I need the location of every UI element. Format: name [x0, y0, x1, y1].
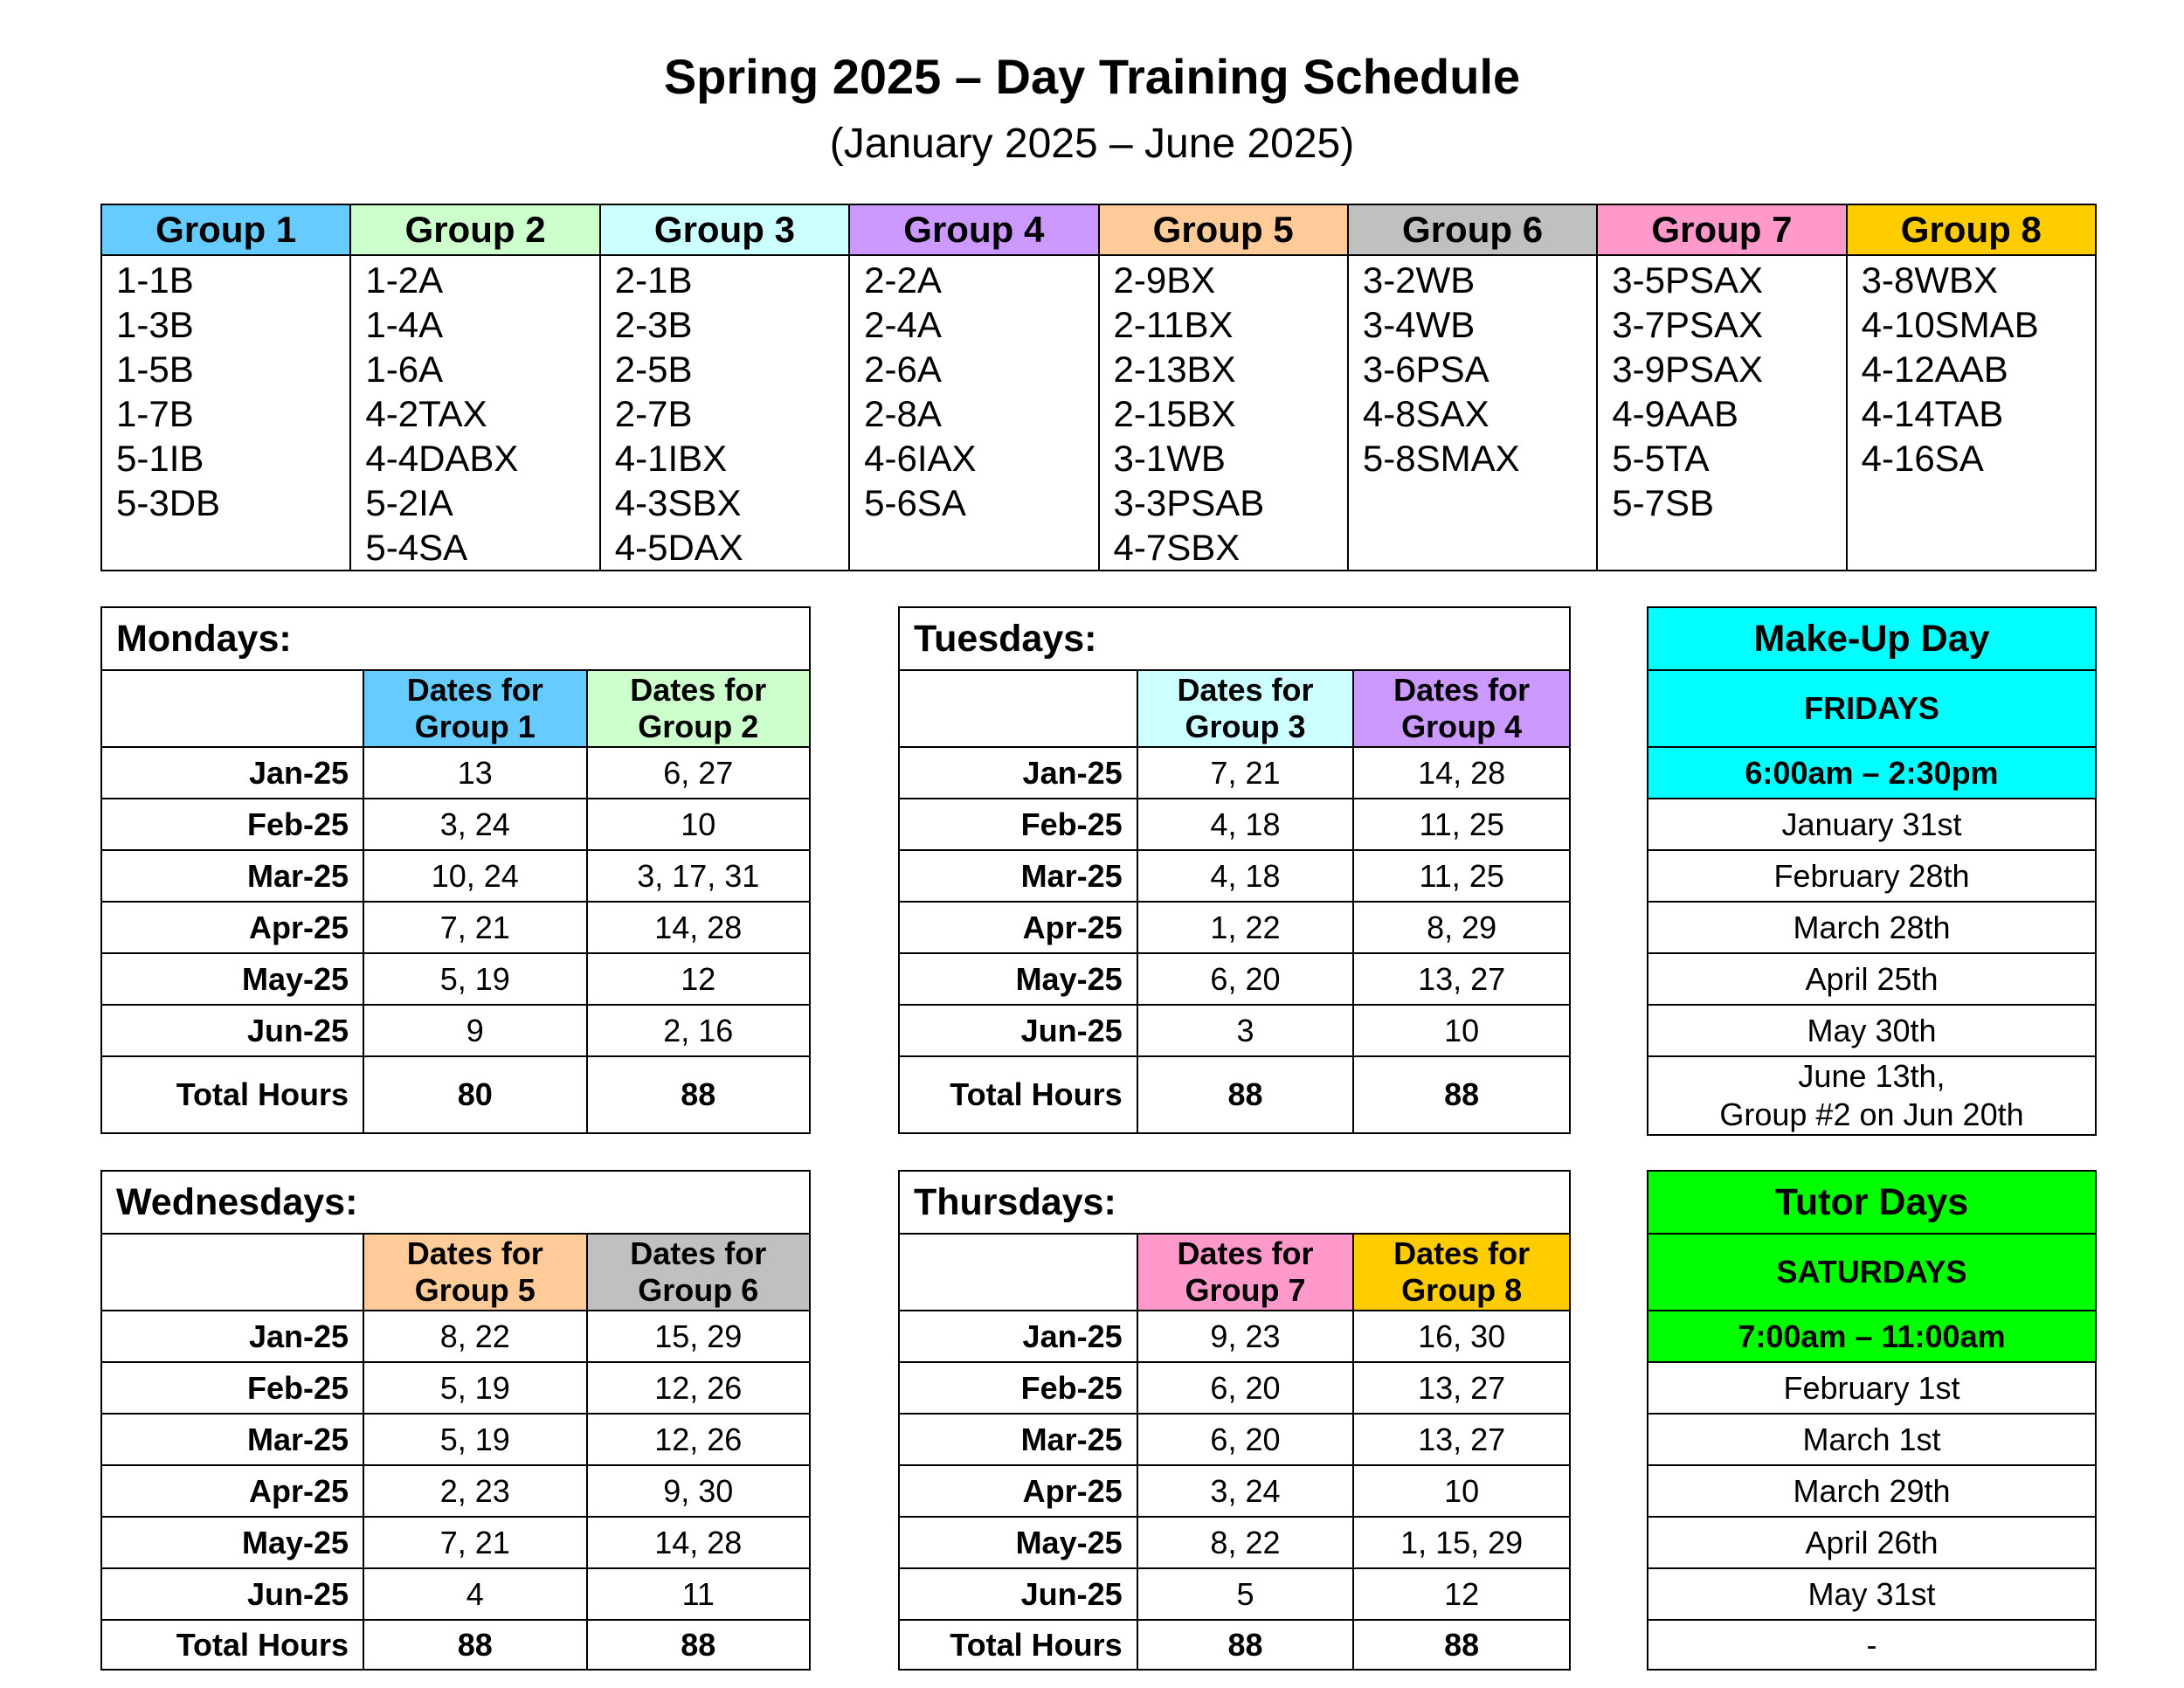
column-header-b: [587, 1234, 810, 1311]
group-member: 2-4A: [864, 304, 942, 345]
dates-cell-a: 3, 24: [363, 799, 586, 850]
group-member: 1-5B: [116, 349, 194, 390]
dates-cell-a: 4: [363, 1568, 586, 1620]
column-header-b: [1353, 670, 1570, 747]
table-row: [101, 1005, 810, 1056]
column-header-line: Group 8: [1401, 1272, 1523, 1308]
tutor-date: May 31st: [1648, 1568, 2096, 1620]
group-member: 3-6PSA: [1362, 349, 1489, 390]
total-label: Total Hours: [899, 1056, 1137, 1133]
dates-cell-a: 7, 21: [1137, 747, 1354, 799]
group-member: 3-4WB: [1362, 304, 1476, 345]
month-cell: May-25: [899, 1517, 1137, 1568]
group-members-8: [1847, 255, 2096, 571]
table-row: [101, 902, 810, 953]
wednesdays-table: [100, 1170, 811, 1671]
month-cell: Feb-25: [101, 799, 363, 850]
thursdays-table: [898, 1170, 1571, 1671]
table-row: [899, 902, 1570, 953]
group-header-2: Group 2: [350, 204, 599, 255]
groups-members-row: [101, 255, 2096, 571]
month-cell: Feb-25: [101, 1362, 363, 1414]
month-cell: Feb-25: [899, 799, 1137, 850]
total-b: 88: [1353, 1620, 1570, 1670]
group-member: 5-7SB: [1612, 482, 1714, 523]
table-row: [899, 747, 1570, 799]
dates-cell-b: 14, 28: [587, 902, 810, 953]
page-title: Spring 2025 – Day Training Schedule: [663, 49, 1521, 104]
dates-cell-b: 12, 26: [587, 1414, 810, 1465]
column-header-line: Dates for: [630, 672, 767, 708]
groups-table: [100, 204, 2097, 571]
group-member: 2-6A: [864, 349, 942, 390]
group-member: 2-3B: [614, 304, 693, 345]
dates-cell-a: 6, 20: [1137, 1362, 1354, 1414]
group-members-5: [1099, 255, 1348, 571]
month-cell: Jan-25: [899, 747, 1137, 799]
group-member: 5-6SA: [864, 482, 966, 523]
dates-cell-a: 6, 20: [1137, 1414, 1354, 1465]
group-members-1: [101, 255, 350, 571]
total-a: 80: [363, 1056, 586, 1133]
dates-cell-a: 6, 20: [1137, 953, 1354, 1005]
group-member: 5-8SMAX: [1362, 438, 1520, 479]
group-member: 3-7PSAX: [1612, 304, 1764, 345]
dates-cell-a: 5, 19: [363, 1362, 586, 1414]
group-member: 1-7B: [116, 393, 194, 434]
day-title: Tuesdays:: [899, 607, 1570, 670]
dates-cell-b: 12, 26: [587, 1362, 810, 1414]
group-member: 2-9BX: [1113, 259, 1216, 301]
column-header-line: Group 4: [1401, 709, 1523, 744]
group-members-4: [849, 255, 1098, 571]
total-label: Total Hours: [101, 1620, 363, 1670]
month-cell: Apr-25: [101, 1465, 363, 1517]
makeup-date: April 25th: [1648, 953, 2096, 1005]
group-members-3: [600, 255, 849, 571]
column-header-line: Group 2: [638, 709, 759, 744]
total-label: Total Hours: [899, 1620, 1137, 1670]
dates-cell-a: 2, 23: [363, 1465, 586, 1517]
table-row: [899, 1568, 1570, 1620]
tutor-date: -: [1648, 1620, 2096, 1670]
makeup-last-line1: June 13th,: [1798, 1058, 1946, 1094]
total-row: [899, 1056, 1570, 1133]
column-header-line: Group 6: [638, 1272, 759, 1308]
group-member: 3-5PSAX: [1612, 259, 1764, 301]
dates-cell-b: 16, 30: [1353, 1311, 1570, 1362]
dates-cell-b: 3, 17, 31: [587, 850, 810, 902]
makeup-date: January 31st: [1648, 799, 2096, 850]
group-member: 4-10SMAB: [1861, 304, 2039, 345]
mondays-table: [100, 606, 811, 1134]
table-row: [101, 953, 810, 1005]
group-members-6: [1348, 255, 1597, 571]
group-header-1: Group 1: [101, 204, 350, 255]
dates-cell-b: 11: [587, 1568, 810, 1620]
table-row: [101, 1362, 810, 1414]
column-header-line: Group 1: [414, 709, 536, 744]
makeup-last-line2: Group #2 on Jun 20th: [1719, 1097, 2024, 1132]
group-member: 4-6IAX: [864, 438, 977, 479]
month-cell: Jan-25: [899, 1311, 1137, 1362]
group-member: 4-12AAB: [1861, 349, 2008, 390]
group-member: 1-6A: [365, 349, 444, 390]
group-member: 1-1B: [116, 259, 194, 301]
dates-cell-a: 5, 19: [363, 953, 586, 1005]
column-header-line: Dates for: [630, 1235, 767, 1271]
tutor-days-table: [1647, 1170, 2097, 1671]
dates-cell-a: 9, 23: [1137, 1311, 1354, 1362]
dates-cell-a: 5: [1137, 1568, 1354, 1620]
month-cell: Mar-25: [101, 850, 363, 902]
total-b: 88: [587, 1056, 810, 1133]
dates-cell-b: 10: [1353, 1465, 1570, 1517]
dates-cell-b: 9, 30: [587, 1465, 810, 1517]
page-subtitle: (January 2025 – June 2025): [829, 121, 1355, 167]
column-header-line: Dates for: [1177, 1235, 1314, 1271]
dates-cell-b: 11, 25: [1353, 799, 1570, 850]
total-a: 88: [1137, 1056, 1354, 1133]
group-member: 5-1IB: [116, 438, 204, 479]
dates-cell-b: 14, 28: [1353, 747, 1570, 799]
day-title: Mondays:: [101, 607, 810, 670]
group-member: 2-15BX: [1113, 393, 1236, 434]
column-header-line: Group 3: [1185, 709, 1306, 744]
tutor-date: February 1st: [1648, 1362, 2096, 1414]
table-row: [899, 953, 1570, 1005]
group-member: 4-9AAB: [1612, 393, 1738, 434]
column-header-line: Dates for: [1177, 672, 1314, 708]
groups-header-row: [101, 204, 2096, 255]
makeup-date: February 28th: [1648, 850, 2096, 902]
group-member: 4-3SBX: [614, 482, 742, 523]
group-member: 4-7SBX: [1113, 527, 1241, 568]
dates-cell-a: 3: [1137, 1005, 1354, 1056]
total-a: 88: [1137, 1620, 1354, 1670]
table-row: [899, 1362, 1570, 1414]
group-header-8: Group 8: [1847, 204, 2096, 255]
group-member: 4-16SA: [1861, 438, 1984, 479]
month-cell: May-25: [899, 953, 1137, 1005]
group-member: 4-5DAX: [614, 527, 743, 568]
corner-cell: [899, 670, 1137, 747]
column-header-line: Dates for: [1393, 1235, 1531, 1271]
dates-cell-b: 10: [587, 799, 810, 850]
tutor-date: March 1st: [1648, 1414, 2096, 1465]
column-header-b: [587, 670, 810, 747]
dates-cell-a: 10, 24: [363, 850, 586, 902]
makeup-time: 6:00am – 2:30pm: [1648, 747, 2096, 799]
makeup-date: March 28th: [1648, 902, 2096, 953]
group-member: 2-1B: [614, 259, 693, 301]
dates-cell-b: 10: [1353, 1005, 1570, 1056]
group-member: 2-2A: [864, 259, 942, 301]
group-member: 1-4A: [365, 304, 444, 345]
dates-cell-b: 1, 15, 29: [1353, 1517, 1570, 1568]
dates-cell-a: 3, 24: [1137, 1465, 1354, 1517]
column-header-line: Group 5: [414, 1272, 536, 1308]
corner-cell: [101, 670, 363, 747]
group-member: 2-8A: [864, 393, 942, 434]
group-member: 2-13BX: [1113, 349, 1236, 390]
column-header-a: [363, 1234, 586, 1311]
column-header-a: [1137, 670, 1354, 747]
tutor-date: March 29th: [1648, 1465, 2096, 1517]
dates-cell-b: 12: [587, 953, 810, 1005]
group-header-5: Group 5: [1099, 204, 1348, 255]
table-row: [101, 1311, 810, 1362]
tutor-date: April 26th: [1648, 1517, 2096, 1568]
table-row: [101, 1465, 810, 1517]
table-row: [101, 1568, 810, 1620]
makeup-title: Make-Up Day: [1648, 607, 2096, 670]
column-header-line: Dates for: [406, 672, 543, 708]
group-member: 5-5TA: [1612, 438, 1710, 479]
group-member: 5-4SA: [365, 527, 468, 568]
total-label: Total Hours: [101, 1056, 363, 1133]
dates-cell-a: 8, 22: [1137, 1517, 1354, 1568]
table-row: [899, 850, 1570, 902]
group-member: 4-4DABX: [365, 438, 519, 479]
dates-cell-b: 14, 28: [587, 1517, 810, 1568]
group-member: 1-3B: [116, 304, 194, 345]
group-member: 4-2TAX: [365, 393, 487, 434]
table-row: [101, 747, 810, 799]
dates-cell-a: 13: [363, 747, 586, 799]
dates-cell-b: 6, 27: [587, 747, 810, 799]
month-cell: Mar-25: [101, 1414, 363, 1465]
column-header-line: Dates for: [406, 1235, 543, 1271]
dates-cell-b: 2, 16: [587, 1005, 810, 1056]
group-member: 4-1IBX: [614, 438, 728, 479]
group-member: 2-11BX: [1113, 304, 1234, 345]
month-cell: Jun-25: [101, 1005, 363, 1056]
makeup-subtitle: FRIDAYS: [1648, 670, 2096, 747]
dates-cell-b: 11, 25: [1353, 850, 1570, 902]
group-member: 5-2IA: [365, 482, 453, 523]
day-title: Thursdays:: [899, 1171, 1570, 1234]
month-cell: Mar-25: [899, 1414, 1137, 1465]
dates-cell-b: 12: [1353, 1568, 1570, 1620]
table-row: [101, 799, 810, 850]
group-member: 5-3DB: [116, 482, 221, 523]
group-member: 3-1WB: [1113, 438, 1226, 479]
group-header-6: Group 6: [1348, 204, 1597, 255]
dates-cell-a: 4, 18: [1137, 850, 1354, 902]
group-members-7: [1597, 255, 1846, 571]
table-row: [899, 1465, 1570, 1517]
month-cell: Mar-25: [899, 850, 1137, 902]
column-header-b: [1353, 1234, 1570, 1311]
total-b: 88: [587, 1620, 810, 1670]
dates-cell-b: 13, 27: [1353, 1362, 1570, 1414]
group-member: 4-14TAB: [1861, 393, 2004, 434]
group-members-2: [350, 255, 599, 571]
month-cell: Jun-25: [101, 1568, 363, 1620]
month-cell: Apr-25: [899, 1465, 1137, 1517]
total-row: [101, 1620, 810, 1670]
dates-cell-a: 7, 21: [363, 1517, 586, 1568]
group-member: 3-2WB: [1362, 259, 1476, 301]
month-cell: Feb-25: [899, 1362, 1137, 1414]
dates-cell-b: 13, 27: [1353, 1414, 1570, 1465]
dates-cell-a: 1, 22: [1137, 902, 1354, 953]
group-header-3: Group 3: [600, 204, 849, 255]
total-row: [899, 1620, 1570, 1670]
month-cell: Apr-25: [101, 902, 363, 953]
month-cell: Apr-25: [899, 902, 1137, 953]
table-row: [899, 1005, 1570, 1056]
total-b: 88: [1353, 1056, 1570, 1133]
month-cell: May-25: [101, 953, 363, 1005]
makeup-date: May 30th: [1648, 1005, 2096, 1056]
tutor-time: 7:00am – 11:00am: [1648, 1311, 2096, 1362]
column-header-a: [363, 670, 586, 747]
dates-cell-a: 5, 19: [363, 1414, 586, 1465]
month-cell: May-25: [101, 1517, 363, 1568]
dates-cell-b: 13, 27: [1353, 953, 1570, 1005]
table-row: [101, 1517, 810, 1568]
tuesdays-table: [898, 606, 1571, 1134]
month-cell: Jan-25: [101, 747, 363, 799]
dates-cell-a: 4, 18: [1137, 799, 1354, 850]
group-member: 1-2A: [365, 259, 444, 301]
group-member: 4-8SAX: [1362, 393, 1489, 434]
group-member: 3-8WBX: [1861, 259, 1998, 301]
total-a: 88: [363, 1620, 586, 1670]
table-row: [899, 799, 1570, 850]
dates-cell-a: 7, 21: [363, 902, 586, 953]
corner-cell: [101, 1234, 363, 1311]
corner-cell: [899, 1234, 1137, 1311]
table-row: [899, 1311, 1570, 1362]
dates-cell-a: 9: [363, 1005, 586, 1056]
makeup-date-last: [1648, 1056, 2096, 1135]
table-row: [899, 1517, 1570, 1568]
group-header-7: Group 7: [1597, 204, 1846, 255]
day-title: Wednesdays:: [101, 1171, 810, 1234]
group-member: 2-5B: [614, 349, 693, 390]
tutor-title: Tutor Days: [1648, 1171, 2096, 1234]
group-member: 2-7B: [614, 393, 693, 434]
dates-cell-b: 15, 29: [587, 1311, 810, 1362]
column-header-line: Group 7: [1185, 1272, 1306, 1308]
column-header-line: Dates for: [1393, 672, 1531, 708]
table-row: [899, 1414, 1570, 1465]
dates-cell-b: 8, 29: [1353, 902, 1570, 953]
makeup-day-table: [1647, 606, 2097, 1136]
group-member: 3-9PSAX: [1612, 349, 1764, 390]
table-row: [101, 850, 810, 902]
group-member: 3-3PSAB: [1113, 482, 1265, 523]
group-header-4: Group 4: [849, 204, 1098, 255]
month-cell: Jan-25: [101, 1311, 363, 1362]
table-row: [101, 1414, 810, 1465]
total-row: [101, 1056, 810, 1133]
dates-cell-a: 8, 22: [363, 1311, 586, 1362]
month-cell: Jun-25: [899, 1568, 1137, 1620]
tutor-subtitle: SATURDAYS: [1648, 1234, 2096, 1311]
column-header-a: [1137, 1234, 1354, 1311]
month-cell: Jun-25: [899, 1005, 1137, 1056]
